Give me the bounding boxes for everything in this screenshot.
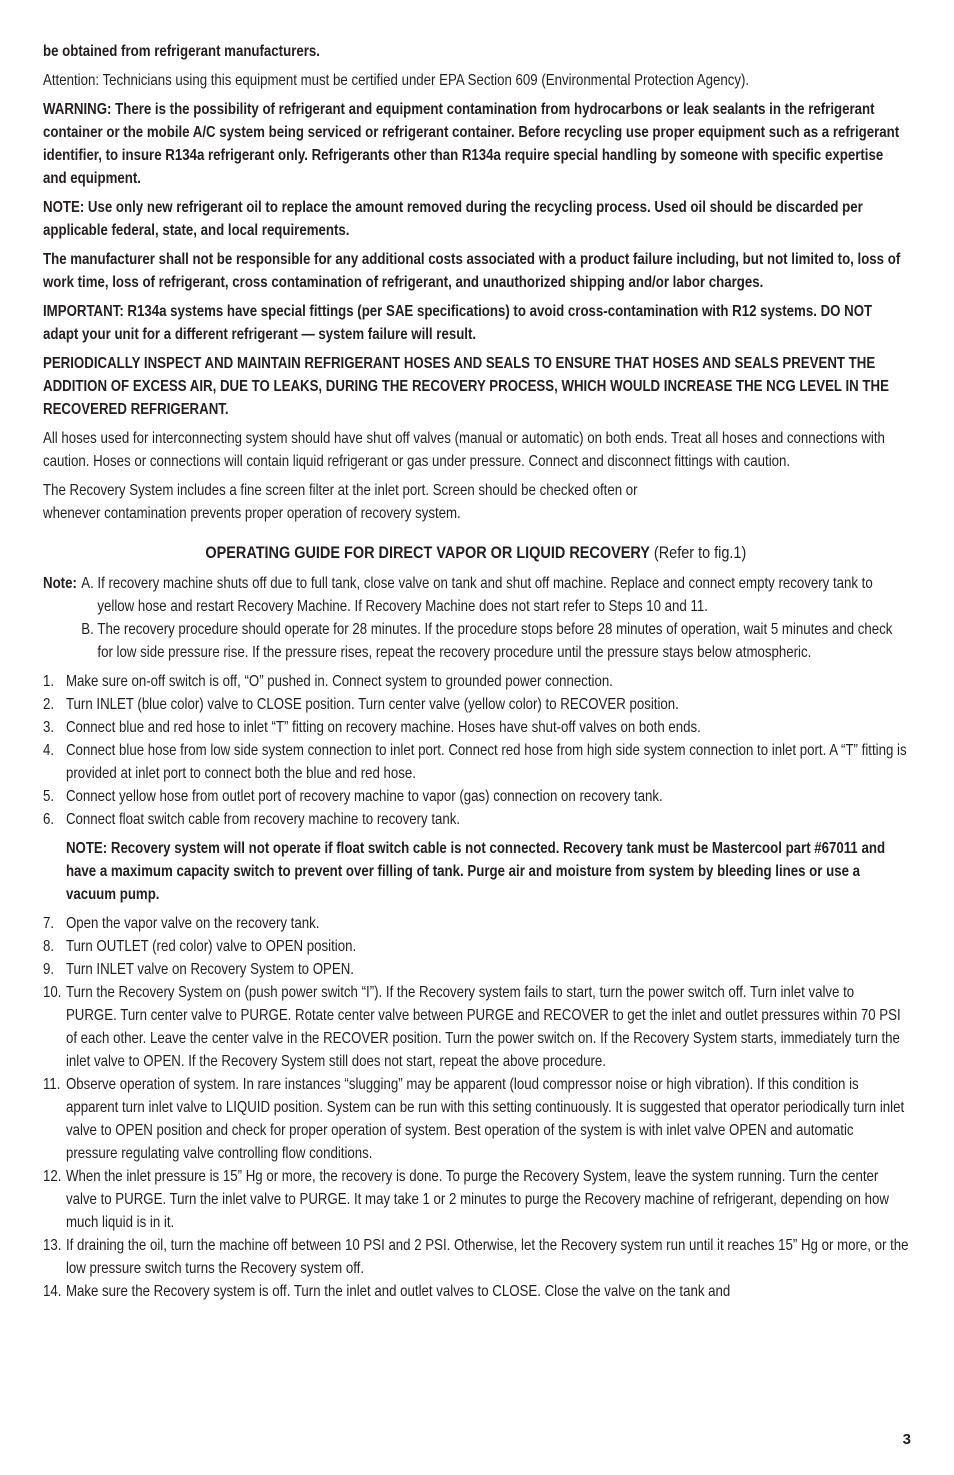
step-text: Connect blue hose from low side system connection to inlet port. Connect red hose from high side system connection to inlet port. A “T” fitting is provided at inlet port to connect both the blue and red hose.	[65, 742, 907, 782]
note-item-a-text: If recovery machine shuts off due to full tank, close valve on tank and shut off machine. Replace and connect empty recovery tank to yellow hose and restart Recovery Machine. If Recovery Machine does not start refer to Steps 10 and 11.	[97, 575, 873, 615]
step-number: 8.	[43, 938, 55, 955]
filter-line-2: whenever contamination prevents proper operation of recovery system.	[43, 505, 461, 522]
page-number: 3	[902, 1431, 911, 1448]
step-item	[43, 1073, 909, 1165]
liability-paragraph: The manufacturer shall not be responsible for any additional costs associated with a product failure including, but not limited to, loss of work time, loss of refrigerant, cross contamination of refrigerant, and unauthorized shipping and/or labor charges.	[43, 251, 901, 291]
steps-list-1	[43, 670, 909, 831]
step-text: Turn OUTLET (red color) valve to OPEN position.	[65, 938, 357, 955]
step-text: When the inlet pressure is 15” Hg or more, the recovery is done. To purge the Recovery System, leave the system running. Turn the center valve to PURGE. Turn the inlet valve to PURGE. It may take 1 or 2 minutes to purge the Recovery machine of refrigerant, depending on how much liquid is in it.	[65, 1168, 889, 1231]
step-number: 11.	[43, 1076, 61, 1093]
step-text: Connect blue and red hose to inlet “T” fitting on recovery machine. Hoses have shut-off valves on both ends.	[65, 719, 701, 736]
section-figure-ref: (Refer to fig.1)	[653, 543, 747, 562]
attention-paragraph: Attention: Technicians using this equipment must be certified under EPA Section 609 (Environmental Protection Agency).	[43, 72, 750, 89]
step-number: 3.	[43, 719, 55, 736]
step-item	[43, 912, 909, 935]
step-number: 13.	[43, 1237, 62, 1254]
note-label: Note:	[43, 575, 77, 592]
section-heading	[43, 541, 909, 564]
step-number: 5.	[43, 788, 55, 805]
step-number: 1.	[43, 673, 55, 690]
step-item	[43, 670, 909, 693]
step-number: 7.	[43, 915, 55, 932]
note-item-a-letter: A.	[81, 575, 94, 592]
step-text: Turn INLET (blue color) valve to CLOSE position. Turn center valve (yellow color) to RECOVER position.	[65, 696, 679, 713]
step-item	[43, 981, 909, 1073]
step-item	[43, 739, 909, 785]
note-item-b-text: The recovery procedure should operate for 28 minutes. If the procedure stops before 28 minutes of operation, wait 5 minutes and check for low side pressure rise. If the pressure rises, repeat the recovery procedure until the pressure stays below atmospheric.	[97, 621, 893, 661]
step-text: Turn the Recovery System on (push power switch “I”). If the Recovery system fails to start, turn the power switch off. Turn inlet valve to PURGE. Turn center valve to PURGE. Rotate center valve between PURGE and RECOVER to get the inlet and outlet pressures within 70 PSI of each other. Leave the center valve in the RECOVER position. Turn the power switch on. If the Recovery System starts, immediately turn the inlet valve to OPEN. If the Recovery System still does not start, repeat the above procedure.	[65, 984, 901, 1070]
guide-note	[43, 572, 909, 618]
step-item	[43, 693, 909, 716]
manual-page	[43, 40, 909, 1303]
step-number: 4.	[43, 742, 55, 759]
step-text: Turn INLET valve on Recovery System to OPEN.	[65, 961, 354, 978]
step-number: 14.	[43, 1283, 62, 1300]
filter-paragraph	[43, 479, 909, 525]
step-text: Open the vapor valve on the recovery tank.	[65, 915, 320, 932]
step-number: 9.	[43, 961, 55, 978]
hoses-paragraph: All hoses used for interconnecting system should have shut off valves (manual or automatic) on both ends. Treat all hoses and connections with caution. Hoses or connections will contain liquid refrigerant or gas under pressure. Connect and disconnect fittings with caution.	[43, 430, 885, 470]
float-switch-note: NOTE: Recovery system will not operate if float switch cable is not connected. Recovery tank must be Mastercool part #67011 and have a maximum capacity switch to prevent over filling of tank. Purge air and moisture from system by bleeding lines or use a vacuum pump.	[65, 840, 886, 903]
step-item	[43, 716, 909, 739]
step-item	[43, 935, 909, 958]
inspection-paragraph: PERIODICALLY INSPECT AND MAINTAIN REFRIGERANT HOSES AND SEALS TO ENSURE THAT HOSES AND SEALS PREVENT THE ADDITION OF EXCESS AIR, DUE TO LEAKS, DURING THE RECOVERY PROCESS, WHICH WOULD INCREASE THE NCG LEVEL IN THE RECOVERED REFRIGERANT.	[43, 355, 889, 418]
page-content	[43, 40, 909, 1303]
step-item	[43, 1280, 909, 1303]
note-item-b	[81, 618, 908, 664]
step-text: Observe operation of system. In rare instances “slugging” may be apparent (loud compressor noise or high vibration). If this condition is apparent turn inlet valve to LIQUID position. System can be run with this setting continuously. It is suggested that operator periodically turn inlet valve to OPEN position and check for proper operation of system. Best operation of the system is with inlet valve OPEN and automatic pressure regulating valve controlling flow conditions.	[65, 1076, 905, 1162]
step-text: If draining the oil, turn the machine off between 10 PSI and 2 PSI. Otherwise, let the Recovery system run until it reaches 15” Hg or more, or the low pressure switch turns the Recovery system off.	[65, 1237, 909, 1277]
steps-list-2	[43, 912, 909, 1303]
step-number: 2.	[43, 696, 55, 713]
step-item	[43, 1165, 909, 1234]
step-text: Connect float switch cable from recovery machine to recovery tank.	[65, 811, 461, 828]
note-item-b-letter: B.	[81, 621, 94, 638]
step-number: 12.	[43, 1168, 62, 1185]
important-paragraph: IMPORTANT: R134a systems have special fittings (per SAE specifications) to avoid cross-contamination with R12 systems. DO NOT adapt your unit for a different refrigerant — system failure will result.	[43, 303, 873, 343]
section-title: OPERATING GUIDE FOR DIRECT VAPOR OR LIQUID RECOVERY	[205, 543, 650, 562]
step-item	[43, 785, 909, 808]
step-item	[43, 1234, 909, 1280]
intro-continuation: be obtained from refrigerant manufacturers.	[43, 43, 320, 60]
note-item-a	[81, 572, 908, 618]
step-number: 10.	[43, 984, 62, 1001]
step-item	[43, 958, 909, 981]
filter-line-1: The Recovery System includes a fine screen filter at the inlet port. Screen should be checked often or	[43, 482, 638, 499]
step-text: Make sure on-off switch is off, “O” pushed in. Connect system to grounded power connection.	[65, 673, 613, 690]
step-item	[43, 808, 909, 831]
warning-paragraph: WARNING: There is the possibility of refrigerant and equipment contamination from hydrocarbons or leak sealants in the refrigerant container or the mobile A/C system being serviced or refrigerant container. Before recycling use proper equipment such as a refrigerant identifier, to insure R134a refrigerant only. Refrigerants other than R134a require special handling by someone with specific expertise and equipment.	[43, 101, 900, 187]
step-text: Connect yellow hose from outlet port of recovery machine to vapor (gas) connection on recovery tank.	[65, 788, 663, 805]
step-number: 6.	[43, 811, 55, 828]
oil-note-paragraph: NOTE: Use only new refrigerant oil to replace the amount removed during the recycling process. Used oil should be discarded per applicable federal, state, and local requirements.	[43, 199, 863, 239]
step-text: Make sure the Recovery system is off. Turn the inlet and outlet valves to CLOSE. Close the valve on the tank and	[65, 1283, 731, 1300]
